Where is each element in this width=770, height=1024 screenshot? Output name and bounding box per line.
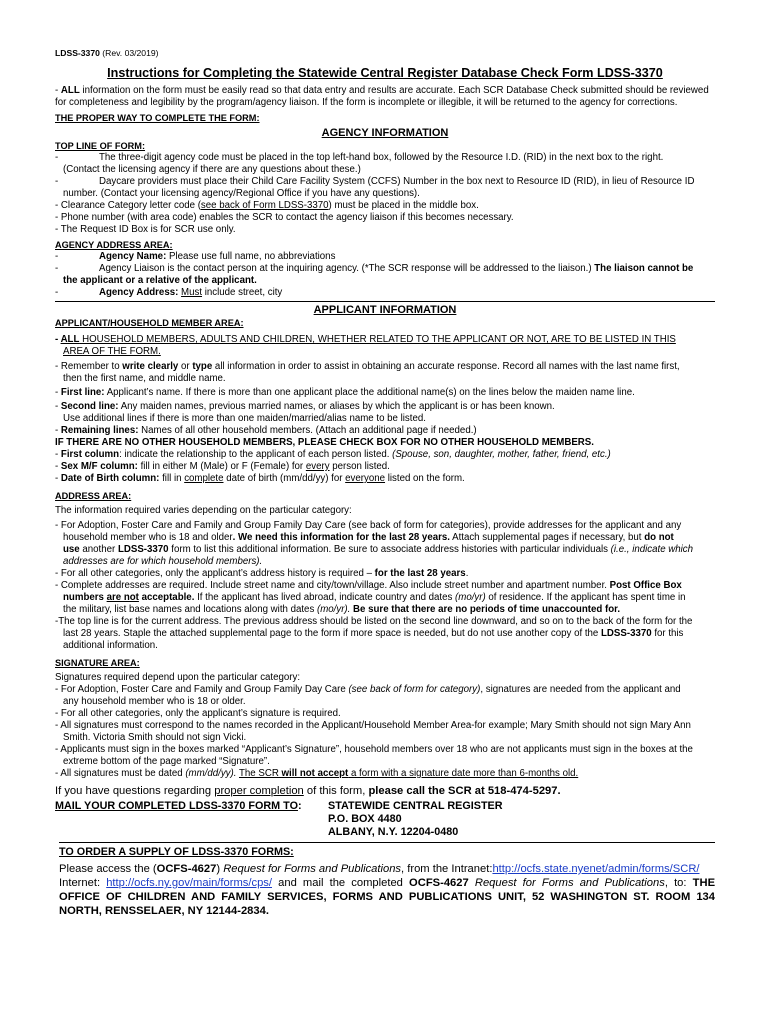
- see-back-reference: see back of Form LDSS-3370: [200, 200, 329, 211]
- order-section: [59, 845, 715, 918]
- address-other-categories: [55, 568, 715, 580]
- household-all-cont: AREA OF THE FORM.: [63, 346, 161, 357]
- applicant-info-heading: APPLICANT INFORMATION: [313, 304, 457, 316]
- label: Sex M/F column:: [60, 461, 138, 472]
- top-line-item: - Phone number (with area code) enables the SCR to contact the agency liaison if this becomes necessary.: [55, 212, 514, 223]
- label: First column: [60, 449, 120, 460]
- text-run: listed on the form.: [385, 473, 465, 484]
- revision-date: (Rev. 03/2019): [99, 48, 159, 58]
- text-run: - For all other categories, only the applicant’s address history is required –: [55, 568, 375, 579]
- intranet-link[interactable]: http://ocfs.state.nyenet/admin/forms/SCR/: [492, 863, 700, 875]
- label: Agency Address:: [99, 287, 179, 298]
- text-run: (Spouse, son, daughter, mother, father, friend, etc.): [392, 449, 611, 460]
- household-all: [55, 334, 715, 346]
- text-run: MAIL YOUR COMPLETED LDSS-3370 FORM TO: [55, 800, 298, 812]
- text-run: OCFS-4627: [156, 863, 217, 875]
- text-run: date of birth (mm/dd/yy) for: [223, 473, 346, 484]
- household-remaining: - Remaining lines: Names of all other household members. (Attach an additional page if needed.): [55, 425, 477, 436]
- text-run: Agency Liaison is the contact person at the inquiring agency. (*The SCR response will be addressed to the liaison.): [99, 263, 595, 274]
- text-run: and mail the completed: [272, 877, 410, 889]
- text-run: , to:: [664, 877, 693, 889]
- text-run: - All signatures must be dated: [55, 768, 186, 779]
- text-run: of this form,: [303, 785, 369, 797]
- top-line-item: - The Request ID Box is for SCR use only.: [55, 224, 236, 235]
- proper-way-heading: THE PROPER WAY TO COMPLETE THE FORM:: [55, 113, 260, 123]
- signature-other: - For all other categories, only the applicant’s signature is required.: [55, 708, 341, 719]
- text-run: Names of all other household members. (Attach an additional page if needed.): [138, 425, 477, 436]
- top-line-item-cont: (Contact the licensing agency if there are any questions about these.): [63, 164, 361, 175]
- text-run: last 28 years. Staple the attached supplemental page to the form if more space is needed, but do not use another copy of the: [63, 628, 601, 639]
- household-first-line: - First line: Applicant’s name. If there is more than one applicant place the additional name(s) on the lines below the maiden name line.: [55, 387, 635, 398]
- text-run: - Complete addresses are required. Include street name and city/town/village. Also include street number and apartment number.: [55, 580, 610, 591]
- top-line-item-cont: number. (Contact your licensing agency/Regional Office if you have any questions).: [63, 188, 420, 199]
- household-remember-cont: then the first name, and middle name.: [63, 373, 226, 384]
- text-run: another: [79, 544, 118, 555]
- address-complete-cont: [55, 604, 715, 616]
- order-line: [59, 876, 715, 918]
- text-run: OCFS-4627: [409, 877, 469, 889]
- text-run: the military, list base names and locations along with dates: [63, 604, 317, 615]
- text-run: write clearly: [122, 361, 179, 372]
- agency-name-item: - Agency Name: Please use full name, no abbreviations: [55, 251, 336, 262]
- text-run: THE OFFICE OF CHILDREN AND FAMILY SERVICES, FORMS AND PUBLICATIONS UNIT, 52 WASHINGTON ST. ROOM 134 NORTH, RENSSELAER, NY 12144-2834.: [59, 877, 716, 917]
- page-title: [55, 66, 715, 81]
- text-run: If the applicant has lived abroad, indicate country and dates: [194, 592, 456, 603]
- questions-line: [55, 784, 715, 798]
- top-line-item: - The three-digit agency code must be placed in the top left-hand box, followed by the Resource I.D. (RID) in the next box to the right.: [55, 152, 664, 163]
- text-run: - For Adoption, Foster Care and Family and Group Family Day Care: [55, 684, 349, 695]
- title-text: Instructions for Completing the Statewide Central Register Database Check Form: [107, 66, 598, 80]
- title-form-number: LDSS-3370: [597, 66, 663, 80]
- agency-address-heading: AGENCY ADDRESS AREA:: [55, 240, 173, 250]
- text-run: LDSS-3370: [601, 628, 652, 639]
- text-run: - Clearance Category letter code (: [55, 200, 201, 211]
- text-run: -: [55, 334, 61, 345]
- text-run: everyone: [345, 473, 386, 484]
- text-run: numbers: [63, 592, 107, 603]
- mail-address: [328, 800, 503, 839]
- signature-intro: Signatures required depend upon the particular category:: [55, 672, 301, 683]
- label: Agency Name:: [99, 251, 167, 262]
- text-run: LDSS-3370: [117, 544, 169, 555]
- text-run: (i.e., indicate which: [610, 544, 694, 555]
- top-line-item-text: Daycare providers must place their Child Care Facility System (CCFS) Number in the box next to Resource ID (RID), in lieu of Resource ID: [99, 176, 695, 187]
- text-run: are not: [106, 592, 139, 603]
- text-run: Attach supplemental pages if necessary, but: [449, 532, 645, 543]
- text-run: please call the SCR at 518-474-5297.: [368, 785, 561, 797]
- text-run: - Remember to: [55, 361, 123, 372]
- text-run: Internet:: [59, 877, 107, 889]
- intro-text: information on the form must be easily read so that data entry and results are accurate. Each SCR Database Check submitted should be reviewed for completeness and legibility by the program/agency liaison. If the form is incomplete or illegible, it will be returned to the agency for corrections.: [55, 85, 709, 108]
- text-run: Request for Forms and Publications: [468, 877, 665, 889]
- text-run: complete: [184, 473, 224, 484]
- signature-area-heading: SIGNATURE AREA:: [55, 658, 140, 668]
- text-run: .: [465, 568, 469, 579]
- text-run: (mo/yr): [455, 592, 486, 603]
- top-line-item: - Daycare providers must place their Child Care Facility System (CCFS) Number in the box next to Resource ID (RID), in lieu of Resource ID: [55, 176, 695, 187]
- text-run: Applicant’s name. If there is more than one applicant place the additional name(s) on the lines below the maiden name line.: [104, 387, 635, 398]
- household-second-cont: Use additional lines if there is more than one maiden/married/alias name to be listed.: [63, 413, 426, 424]
- text-run: . We need this information for the last 28 years.: [232, 532, 450, 543]
- text-run: Please use full name, no abbreviations: [166, 251, 336, 262]
- address-adoption-cont: [55, 544, 715, 556]
- text-run: Post Office Box: [609, 580, 682, 591]
- signature-dated: [55, 768, 715, 780]
- label: Date of Birth column:: [60, 473, 160, 484]
- household-first-column: - First column: indicate the relationship to the applicant of each person listed. (Spouse, son, daughter, mother, father, friend, etc.): [55, 449, 611, 460]
- signature-adoption: [55, 684, 715, 696]
- text-run: a form with a signature date more than 6-months old.: [348, 768, 579, 779]
- text-run: for the last 28 years: [374, 568, 466, 579]
- text-run: for this: [651, 628, 684, 639]
- text-run: If you have questions regarding: [55, 785, 215, 797]
- label: Second line:: [60, 401, 119, 412]
- text-run: or: [178, 361, 193, 372]
- household-heading: APPLICANT/HOUSEHOLD MEMBER AREA:: [55, 318, 244, 328]
- text-run: ) must be placed in the middle box.: [328, 200, 479, 211]
- text-run: proper completion: [214, 785, 304, 797]
- signature-correspond: - All signatures must correspond to the names recorded in the Applicant/Household Member Area-for example; Mary Smith should not sign Mary Ann: [55, 720, 691, 731]
- address-adoption-cont: [55, 532, 715, 544]
- address-complete-cont: [55, 592, 715, 604]
- text-run: (see back of form for category): [348, 684, 481, 695]
- address-top-line-cont: [55, 628, 715, 640]
- text-run: use: [63, 544, 80, 555]
- household-remember: [55, 361, 715, 373]
- text-run: all information in order to assist in obtaining an accurate response. Record all names with the last name first,: [212, 361, 680, 372]
- text-run: (mm/dd/yy).: [185, 768, 237, 779]
- address-adoption: - For Adoption, Foster Care and Family and Group Family Day Care (see back of form for categories), provide addresses for the applicant and any: [55, 520, 682, 531]
- text-run: The SCR: [238, 768, 282, 779]
- agency-info-heading: AGENCY INFORMATION: [321, 127, 449, 139]
- mail-line: P.O. BOX 4480: [328, 813, 402, 825]
- text-run: ALL: [60, 334, 80, 345]
- text-run: fill in either M (Male) or F (Female) for: [137, 461, 306, 472]
- text-run: The liaison cannot be: [594, 263, 694, 274]
- text-run: person listed.: [329, 461, 390, 472]
- form-revision: [55, 47, 715, 59]
- address-top-line-cont: additional information.: [63, 640, 158, 651]
- signature-boxes: - Applicants must sign in the boxes marked “Applicant’s Signature”, household members over 18 who are not applicants must sign in the boxes at the: [55, 744, 693, 755]
- agency-liaison-cont: the applicant or a relative of the applicant.: [63, 275, 257, 286]
- text-run: ): [216, 863, 224, 875]
- text-run: form to list this additional information. Be sure to associate address histories with particular individuals: [168, 544, 611, 555]
- mail-address-block: [55, 800, 715, 839]
- household-sex-column: - Sex M/F column: fill in either M (Male) or F (Female) for every person listed.: [55, 461, 390, 472]
- text-run: of residence. If the applicant has spent time in: [485, 592, 686, 603]
- signature-adoption-cont: any household member who is 18 or older.: [63, 696, 246, 707]
- agency-liaison-item: - Agency Liaison is the contact person at the inquiring agency. (*The SCR response will be addressed to the liaison.) The liaison cannot be: [55, 263, 694, 274]
- divider: [59, 842, 715, 843]
- text-run: Be sure that there are no periods of time unaccounted for.: [350, 604, 621, 615]
- mail-line: ALBANY, N.Y. 12204-0480: [328, 826, 459, 838]
- text-run: will not accept: [281, 768, 349, 779]
- text-run: Request for Forms and Publications: [223, 863, 402, 875]
- text-run: :: [297, 800, 302, 812]
- signature-boxes-cont: extreme bottom of the page marked “Signature”.: [63, 756, 270, 767]
- signature-correspond-cont: Smith. Victoria Smith should not sign Vicki.: [63, 732, 247, 743]
- household-dob-column: - Date of Birth column: fill in complete date of birth (mm/dd/yy) for everyone listed on the form.: [55, 473, 465, 484]
- order-line: [59, 862, 715, 876]
- text-run: fill in: [159, 473, 185, 484]
- address-area-heading: ADDRESS AREA:: [55, 491, 132, 501]
- form-number: LDSS-3370: [55, 48, 100, 58]
- text-run: do not: [644, 532, 674, 543]
- text-run: , signatures are needed from the applicant and: [480, 684, 681, 695]
- text-run: Must: [181, 287, 203, 298]
- text-run: , from the Intranet:: [401, 863, 493, 875]
- top-line-heading: TOP LINE OF FORM:: [55, 141, 146, 151]
- mail-label: [55, 800, 328, 839]
- address-complete: [55, 580, 715, 592]
- intro-all: ALL: [60, 85, 80, 96]
- text-run: : indicate the relationship to the applicant of each person listed.: [119, 449, 393, 460]
- divider: [55, 301, 715, 302]
- mail-line: STATEWIDE CENTRAL REGISTER: [328, 800, 503, 812]
- household-no-other: IF THERE ARE NO OTHER HOUSEHOLD MEMBERS, PLEASE CHECK BOX FOR NO OTHER HOUSEHOLD MEMBERS.: [55, 437, 594, 448]
- text-run: acceptable.: [138, 592, 195, 603]
- order-heading: TO ORDER A SUPPLY OF LDSS-3370 FORMS:: [59, 846, 294, 858]
- text-run: Please access the (: [59, 863, 157, 875]
- top-line-item-text: The three-digit agency code must be placed in the top left-hand box, followed by the Resource I.D. (RID) in the next box to the right.: [99, 152, 664, 163]
- text-run: type: [192, 361, 213, 372]
- address-top-line: -The top line is for the current address. The previous address should be listed on the second line downward, and so on to the back of the form for the: [55, 616, 693, 627]
- label: Remaining lines:: [60, 425, 139, 436]
- text-run: (mo/yr).: [316, 604, 351, 615]
- text-run: household member who is 18 and older: [63, 532, 233, 543]
- top-line-item: [55, 200, 715, 212]
- text-run: every: [305, 461, 330, 472]
- internet-link[interactable]: http://ocfs.ny.gov/main/forms/cps/: [106, 877, 272, 889]
- household-second-line: - Second line: Any maiden names, previous married names, or aliases by which the applicant is or has been known.: [55, 401, 555, 412]
- address-intro: The information required varies depending on the particular category:: [55, 505, 352, 516]
- text-run: Any maiden names, previous married names, or aliases by which the applicant is or has been known.: [118, 401, 555, 412]
- text-run: include street, city: [202, 287, 283, 298]
- intro-paragraph: - ALL information on the form must be easily read so that data entry and results are accurate. Each SCR Database Check submitted should be reviewed for completeness and legibility by the program/agency liaison. If the form is incomplete or illegible, it will be returned to the agency for corrections.: [55, 85, 709, 108]
- address-adoption-cont: addresses are for which household members).: [63, 556, 263, 567]
- label: First line:: [60, 387, 105, 398]
- text-run: HOUSEHOLD MEMBERS, ADULTS AND CHILDREN, WHETHER RELATED TO THE APPLICANT OR NOT, ARE TO BE LISTED IN THIS: [79, 334, 676, 345]
- agency-address-item: - Agency Address: Must include street, city: [55, 287, 283, 298]
